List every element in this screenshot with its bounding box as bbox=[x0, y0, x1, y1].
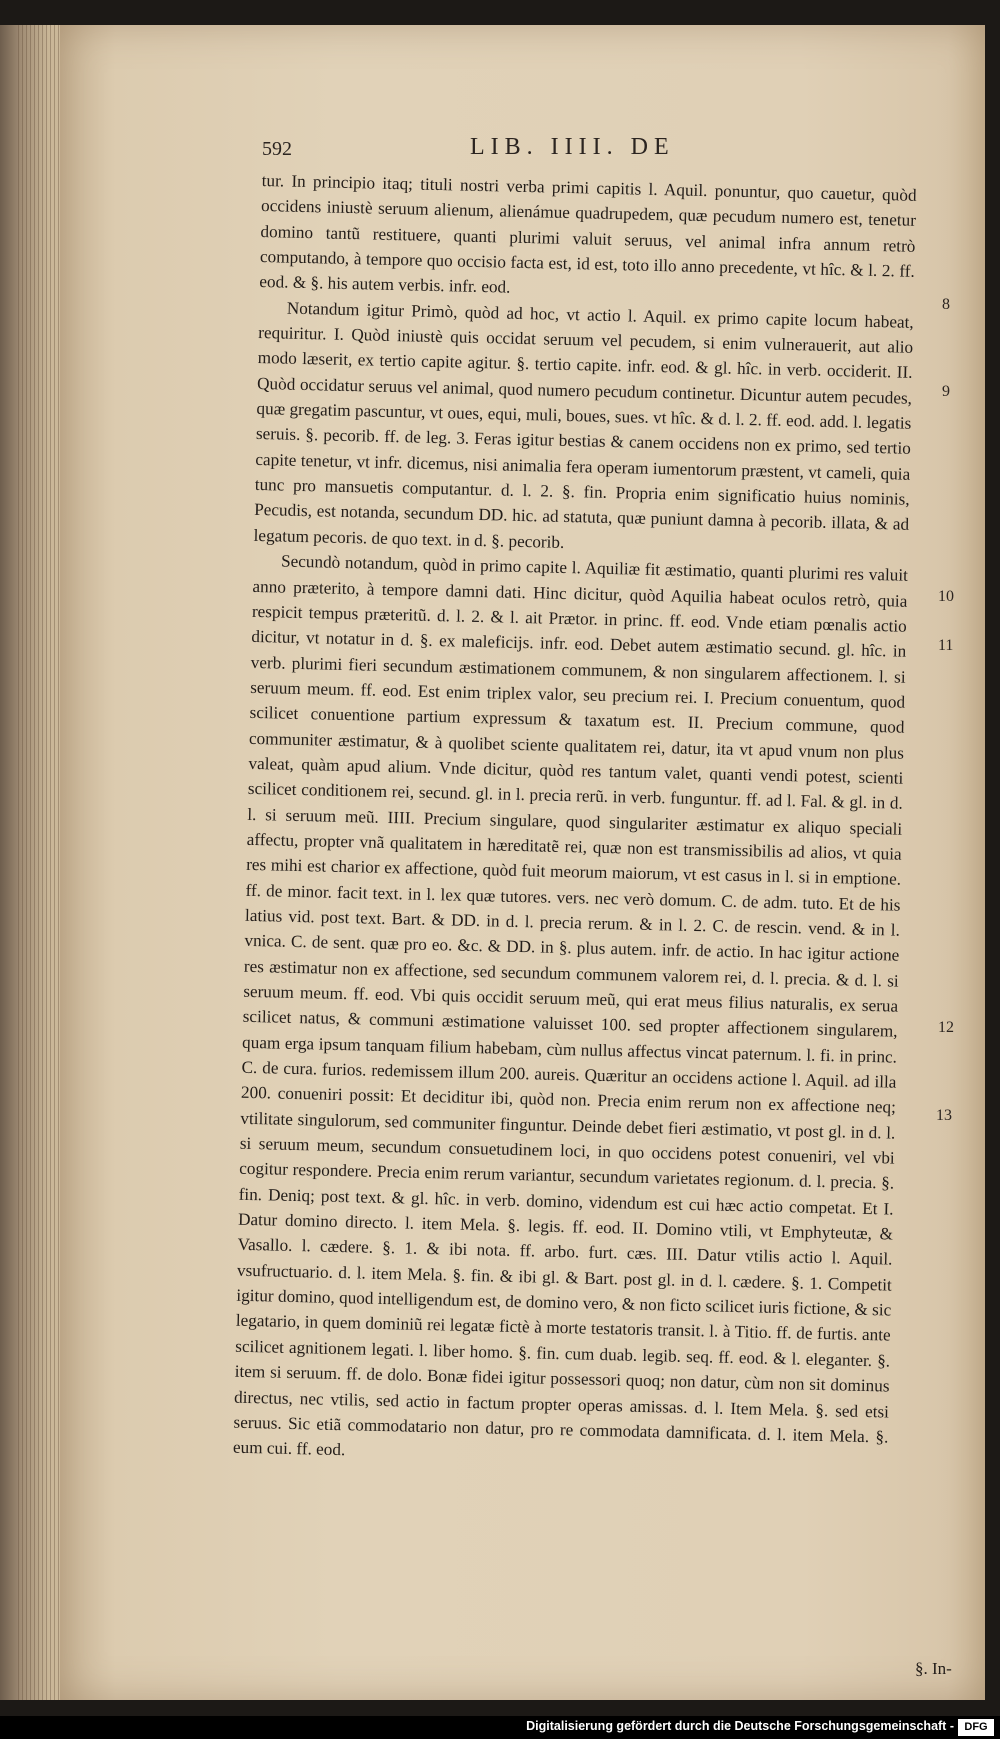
page-number: 592 bbox=[262, 138, 292, 160]
catchword: §. In- bbox=[915, 1659, 952, 1678]
dfg-logo: DFG bbox=[958, 1719, 994, 1736]
footer-bar bbox=[0, 1716, 1000, 1739]
margin-number: 13 bbox=[936, 1107, 952, 1124]
margin-number: 12 bbox=[938, 1019, 954, 1036]
margin-number: 9 bbox=[942, 383, 950, 400]
paragraph: tur. In principio itaq; tituli nostri verba primi capitis l. Aquil. ponuntur, quo cauetur, quòd occidens iniustè seruum alienum, alienámue quadrupedem, quæ pecudum numero est, tenetur domino tantũ restituere, quanti plurimi valuit seruus, vel animal infra annum retrò computando, à tempore quo occisio facta est, id est, toto illo anno precedente, vt hîc. & l. 2. ff. eod. & §. his autem verbis. infr. eod. bbox=[259, 170, 917, 298]
funding-credit: Digitalisierung gefördert durch die Deutsche Forschungsgemeinschaft - bbox=[526, 1719, 954, 1733]
paragraph: Notandum igitur Primò, quòd ad hoc, vt actio l. Aquil. ex primo capite locum habeat, requiritur. I. Quòd iniustè quis occidat seruum vel pecudem, si enim vulnerauerit, aut alio modo læserit, ex tertio capite agitur. §. tertio capite. infr. eod. & gl. hîc. in verb. occiderit. II. Quòd occidatur seruus vel animal, quod numero pecudum continetur. Dicuntur autem pecudes, quæ gregatim pascuntur, vt oues, equi, muli, boues, sues. vt hîc. & d. l. 2. ff. eod. add. l. legatis seruis. §. pecorib. ff. de leg. 3. Feras igitur bestias & canem occidens non ex primo, sed tertio capite tenetur, vt infr. dicemus, nisi animalia fera operam iumentorum præstent, vt cameli, quia tunc pro mansuetis computantur. d. l. 2. §. fin. Propria enim significatio huius nominis, Pecudis, est notanda, secundum DD. hic. ad statuta, quæ puniunt damna à pecorib. illata, & ad legatum pecoris. de quo text. in d. §. pecorib. bbox=[253, 298, 914, 552]
margin-number: 10 bbox=[938, 588, 954, 605]
main-text bbox=[233, 168, 917, 1475]
running-head: LIB. IIII. DE bbox=[470, 134, 675, 160]
margin-number: 11 bbox=[938, 637, 954, 654]
margin-number: 8 bbox=[942, 296, 950, 313]
paragraph: Secundò notandum, quòd in primo capite l. Aquiliæ fit æstimatio, quanti plurimi res valuit anno præterito, à tempore damni dati. Hinc dicitur, quòd Aquilia habeat oculos retrò, quia respicit tempus præteritũ. d. l. 2. & l. ait Prætor. in princ. ff. eod. Vnde etiam pœnalis actio dicitur, vt notatur in d. §. ex maleficijs. infr. eod. Debet autem æstimatio secund. gl. hîc. in verb. plurimi fieri secundum æstimationem communem, & non singularem affectionem. l. si seruum meum. ff. eod. Est enim triplex valor, seu precium rei. I. Precium conuentum, quod scilicet conuentione partium expressum & taxatum est. II. Precium commune, quod communiter æstimatur, & à quolibet sciente qualitatem rei, datur, ita vt apud vnum non plus valeat, quàm apud alium. Vnde dicitur, quòd res tantum valet, quanti vendi potest, scienti scilicet conditionem rei, secund. gl. in l. precia rerũ. in verb. funguntur. ff. ad l. Fal. & gl. in d. l. si seruum meũ. IIII. Precium singulare, quod singulariter æstimatur ex aliquo speciali affectu, propter vnã qualitatem in hæreditatẽ rei, quæ non est transmissibilis ad alios, vt quia res mihi est charior ex affectione, quòd fuit meorum maiorum, vt est casus in l. si in emptione. ff. de minor. facit text. in l. lex quæ tutores. vers. nec verò domum. C. de adm. tuto. Et de his latius vid. post text. Bart. & DD. in d. l. precia rerum. & in l. 2. C. de rescin. vend. & in l. vnica. C. de sent. quæ pro eo. &c. & DD. in §. plus autem. infr. de actio. In hac igitur actione res æstimatur non ex affectione, sed secundum communem valorem rei, d. l. precia. & d. l. si seruum meum. ff. eod. Vbi quis occidit seruum meũ, qui erat meus filius naturalis, ex serua scilicet natus, & communi æstimatione valuisset 100. sed propter affectionem singularem, quam erga ipsum tanquam filium habebam, cùm nullus affectus vincat paternum. l. fi. in princ. C. de cura. furios. redemissem illum 200. aureis. Quæritur an occidens actione l. Aquil. ad illa 200. conueniri possit: Et deciditur ibi, quòd non. Precia enim rerum non ex affectione neq; vtilitate singulorum, sed communiter finguntur. Deinde debet fieri æstimatio, vt post gl. in d. l. si seruum meum, secundum consuetudinem loci, in quo occidens potest conueniri, vel vbi cogitur respondere. Precia enim rerum variantur, secundum varietates regionum. d. l. precia. §. fin. Deniq; post text. & gl. hîc. in verb. domino, videndum est cui hæc actio competat. Et I. Datur domino directo. l. item Mela. §. legis. ff. eod. II. Domino vtili, vt Emphyteutæ, & Vasallo. l. cædere. §. 1. & ibi nota. ff. arbo. furt. cæs. III. Datur vtilis actio l. Aquil. vsufructuario. d. l. item Mela. §. fin. & ibi gl. & Bart. post gl. in d. l. cædere. §. 1. Competit igitur domino, quod intelligendum est, de domino vero, & non ficto scilicet iuris fictione, & sic legatario, in quem dominiũ rei legatæ fictè à morte testatoris transit. l. à Titio. ff. de furtis. ante scilicet agnitionem legati. l. liber homo. §. fin. cum duab. legib. seq. ff. eod. & l. eleganter. §. item si seruum. ff. de dolo. Bonæ fidei igitur possessori quoq; non datur, cùm non sit dominus directus, nec vtilis, sed actio in factum propter operas amissas. d. l. Item Mela. §. sed etsi seruus. Sic etiã commodatario non datur, pro re commodata damnificata. d. l. item Mela. §. eum cui. ff. eod. bbox=[232, 551, 909, 1460]
